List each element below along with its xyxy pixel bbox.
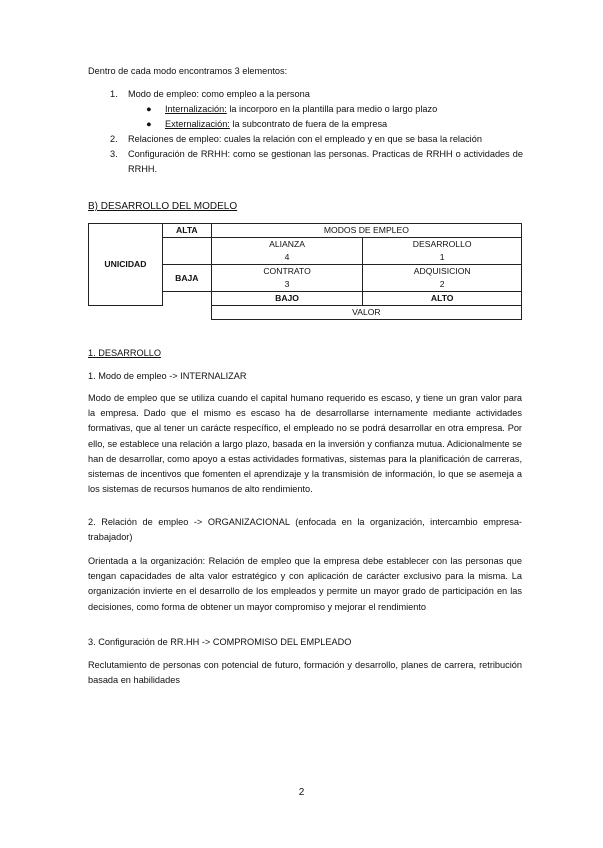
unicidad-cell: UNICIDAD [89,224,163,306]
list-item-2: Relaciones de empleo: cuales la relación con el empleado y en que se basa la relación [128,134,482,144]
list-number-2: 2. [110,134,118,144]
sublist-text: la incorporo en la plantilla para medio o largo plazo [226,104,438,114]
desarrollo-heading: 1. DESARROLLO [88,348,162,358]
bullet-icon: ● [146,119,152,129]
paragraph-2-heading: 2. Relación de empleo -> ORGANIZACIONAL (enfocada en la organización, intercambio empresa-trabajador) [88,517,522,543]
modos-cell: MODOS DE EMPLEO [211,224,521,238]
list-number-3: 3. [110,149,118,159]
sublist-item-1 [165,104,437,114]
intro-text: Dentro de cada modo encontramos 3 elementos: [88,66,288,76]
adquisicion-number: 2 [363,278,522,292]
section-b-heading: B) DESARROLLO DEL MODELO [88,201,238,212]
list-item-3: Configuración de RRHH: como se gestionan las personas. Practicas de RRHH o actividades de RRHH. [128,149,523,175]
paragraph-3-heading: 3. Configuración de RR.HH -> COMPROMISO DEL EMPLEADO [88,637,352,647]
adquisicion-cell: ADQUISICION [363,265,522,279]
list-item-1: Modo de empleo: como empleo a la persona [128,89,310,99]
bajo-cell: BAJO [211,292,363,306]
desarrollo-number: 1 [363,251,522,265]
alta-cell: ALTA [162,224,211,238]
sublist-label: Externalización: [165,119,230,129]
alto-cell: ALTO [363,292,522,306]
paragraph-3-body: Reclutamiento de personas con potencial de futuro, formación y desarrollo, planes de carrera, retribución basada en habilidades [88,660,522,686]
contrato-cell: CONTRATO [211,265,363,279]
model-table [88,223,522,320]
bullet-icon: ● [146,104,152,114]
paragraph-1-heading: 1. Modo de empleo -> INTERNALIZAR [88,371,247,381]
alianza-number: 4 [211,251,363,265]
paragraph-1-body: Modo de empleo que se utiliza cuando el capital humano requerido es escaso, y tiene un gran valor para la empresa. Dado que el mismo es escaso ha de desarrollarse internamente mediante actividades formativas, que al tener un carácte respecífico, el empleado no se podrá desarrollar en otra empresa. Por ello, se establece una relación a largo plazo, basada en la inversión y confianza mutua. Adicionalmente se han de desarrollar, como apoyo a estas actividades formativas, sistemas para la planificación de carreras, sistemas de incentivos que fomenten el aprendizaje y la transmisión de información, lo que se asemeja a los sistemas de recursos humanos de alto rendimiento. [88,393,522,495]
desarrollo-cell: DESARROLLO [363,238,522,252]
sublist-label: Internalización: [165,104,227,114]
list-number-1: 1. [110,89,118,99]
baja-cell: BAJA [162,265,211,292]
sublist-text: la subcontrato de fuera de la empresa [229,119,388,129]
paragraph-2-body: Orientada a la organización: Relación de empleo que la empresa debe establecer con las personas que tengan capacidades de alta valor estratégico y con aplicación de carácter exclusivo para la misma. La organización invierte en el desarrollo de los empleados y permite un mayor grado de participación en las decisiones, como forma de obtener un mayor compromiso y mejorar el rendimiento [88,556,522,612]
page-number: 2 [298,787,305,798]
sublist-item-2 [165,119,387,129]
contrato-number: 3 [211,278,363,292]
valor-cell: VALOR [211,306,521,320]
alianza-cell: ALIANZA [211,238,363,252]
